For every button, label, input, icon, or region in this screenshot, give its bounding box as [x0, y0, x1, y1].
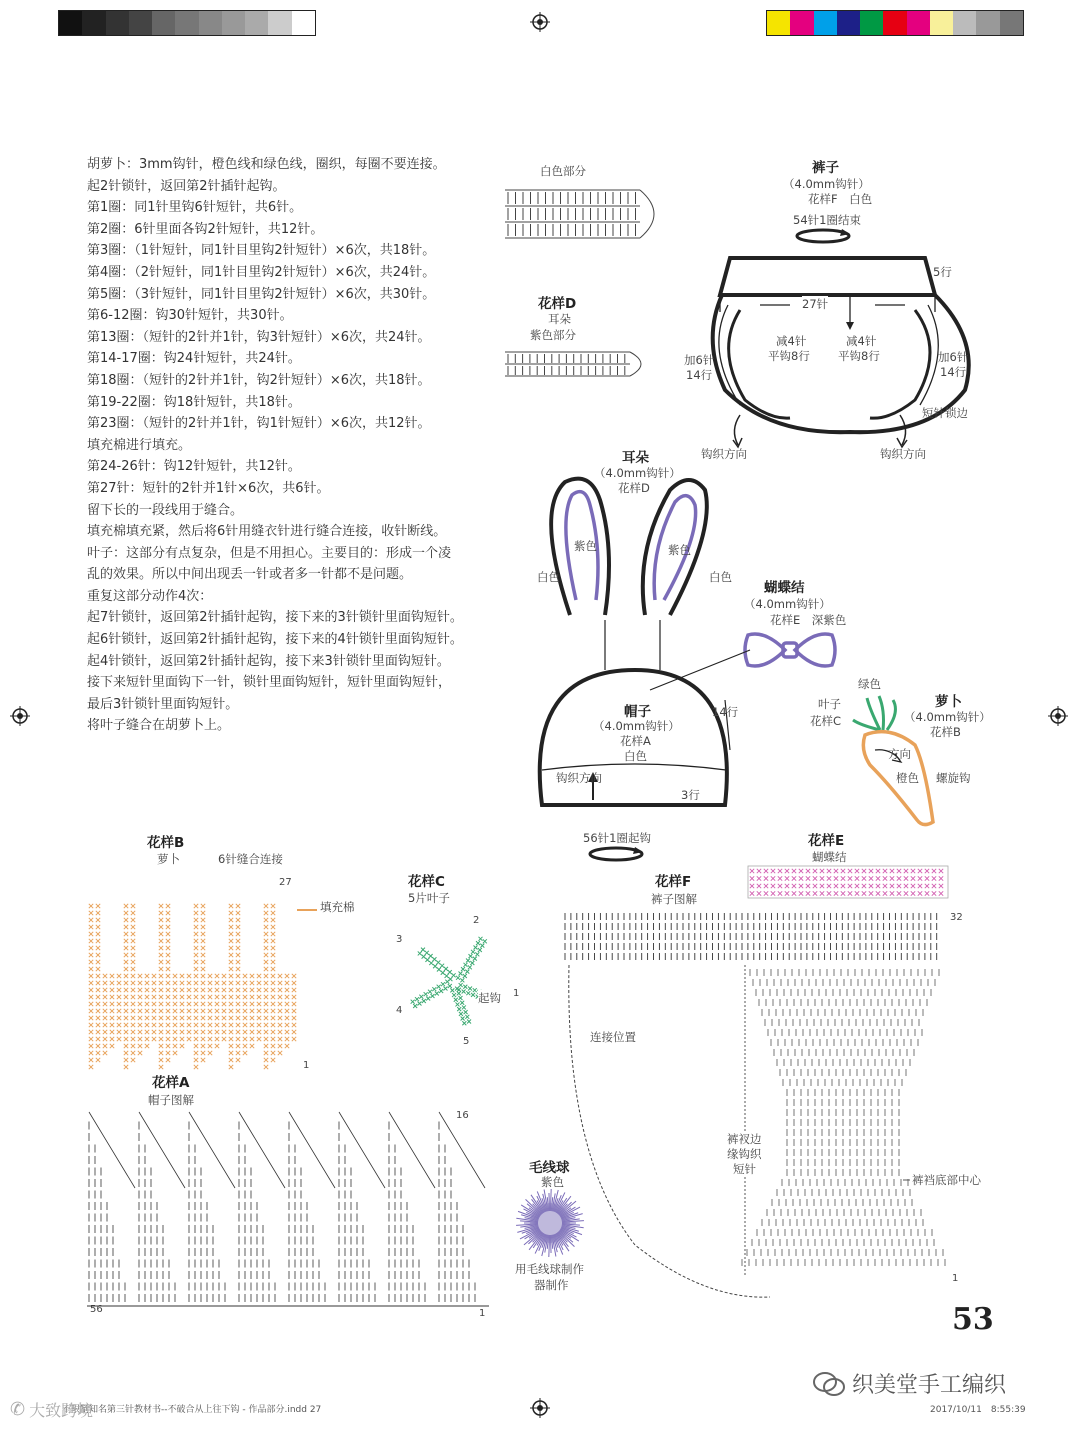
registration-mark-icon — [1048, 706, 1068, 726]
decrease-line — [339, 1112, 385, 1188]
pants-inc-l2: 14行 — [686, 368, 713, 382]
ears-purple-right: 紫色 — [668, 543, 691, 557]
instruction-line: 第13圈：（短针的2针并1针，钩3针短针）×6次，共24针。 — [87, 329, 431, 345]
hat-dir: 钩织方向 — [556, 771, 602, 785]
instruction-line: 第4圈：（2针短针，同1针目里钩2针短针）×6次，共24针。 — [87, 264, 436, 280]
bow-pattern: 花样E 深紫色 — [770, 613, 847, 627]
instruction-line: 起2针锁针，返回第2针插针起钩。 — [87, 178, 286, 194]
ears-title: 耳朵 — [622, 450, 649, 466]
pants-inc-l1: 加6针 — [684, 353, 715, 367]
pattern-f-join: 连接位置 — [590, 1030, 636, 1044]
instruction-line: 第18圈：（短针的2针并1针，钩2针短针）×6次，共18针。 — [87, 372, 431, 388]
pattern-f-edge2: 缘钩织 — [727, 1147, 762, 1161]
carrot-hook: （4.0mm钩针） — [904, 710, 991, 724]
hat-title: 帽子 — [624, 704, 651, 720]
pattern-c-chart — [380, 905, 530, 1055]
watermark — [812, 1368, 1006, 1399]
footer-logo — [10, 1398, 93, 1421]
footer-logo-text: 大致跨境 — [29, 1401, 94, 1420]
instruction-line: 起7针锁针，返回第2针插针起钩，接下来的3针锁针里面钩短针。 — [87, 610, 463, 626]
instruction-line: 起4针锁针，返回第2针插针起钩，接下来3针锁针里面钩短针。 — [87, 653, 450, 669]
pattern-f-row-top: 32 — [950, 912, 963, 923]
pattern-d-chart — [500, 342, 660, 386]
pattern-e-chart — [742, 862, 954, 902]
ears-hook: （4.0mm钩针） — [594, 466, 681, 480]
decrease-line — [239, 1112, 285, 1188]
pattern-c-start: 起钩 — [478, 991, 501, 1005]
instruction-line: 叶子：这部分有点复杂，但是不用担心。主要目的：形成一个凌 — [87, 545, 452, 561]
instruction-line: 第6-12圈：钩30针短针，共30针。 — [87, 308, 293, 324]
pattern-c-n3: 3 — [396, 934, 403, 945]
pants-hook: （4.0mm钩针） — [783, 177, 870, 191]
pattern-c-n4: 4 — [396, 1005, 403, 1016]
instruction-line: 第27针：短针的2针并1针×6次，共6针。 — [87, 480, 330, 496]
pants-pattern: 花样F 白色 — [808, 192, 873, 206]
pattern-c-sub: 5片叶子 — [408, 891, 450, 905]
pattern-d-sub1: 耳朵 — [548, 312, 571, 326]
carrot-orange: 橙色 — [896, 771, 919, 785]
pattern-a-row-top: 16 — [456, 1110, 469, 1121]
pattern-f-center: 裤裆底部中心 — [912, 1173, 981, 1187]
pants-dec-r1: 减4针 — [846, 334, 877, 348]
pattern-a-st: 56 — [90, 1304, 103, 1315]
pattern-d-sub2: 紫色部分 — [530, 328, 576, 342]
pants-inc-r1: 加6针 — [938, 350, 969, 364]
carrot-green: 绿色 — [858, 677, 881, 691]
hat-rows14: 14行 — [712, 705, 739, 719]
carrot-spiral: 螺旋钩 — [936, 771, 971, 785]
pants-dec-l1: 减4针 — [776, 334, 807, 348]
pattern-a-sub: 帽子图解 — [148, 1093, 194, 1107]
ears-purple-left: 紫色 — [574, 539, 597, 553]
pattern-f-chart — [555, 905, 955, 1310]
pants-inc-r2: 14行 — [940, 365, 967, 379]
pattern-a-row-bot: 1 — [479, 1308, 486, 1319]
pattern-b-title: 花样B — [147, 835, 185, 851]
pattern-b-row-bot: 1 — [303, 1060, 310, 1071]
instruction-line: 留下长的一段线用于缝合。 — [87, 502, 244, 518]
pattern-f-sub: 裤子图解 — [651, 892, 697, 906]
pattern-f-title: 花样F — [655, 874, 692, 890]
pattern-e-sub: 蝴蝶结 — [812, 850, 847, 864]
instruction-text — [87, 154, 527, 737]
decrease-line — [89, 1112, 135, 1188]
page-number: 53 — [952, 1302, 994, 1337]
pattern-b-row-top: 27 — [279, 877, 292, 888]
bow-title: 蝴蝶结 — [764, 580, 805, 596]
instruction-line: 填充棉填充紧，然后将6针用缝衣针进行缝合连接，收针断线。 — [87, 524, 447, 540]
carrot-title: 萝卜 — [935, 694, 962, 710]
registration-mark-icon — [530, 1398, 550, 1418]
carrot-leaf2: 花样C — [810, 714, 842, 728]
instruction-line: 第24-26针：钩12针短针，共12针。 — [87, 459, 301, 475]
pattern-f-row-bot: 1 — [952, 1273, 959, 1284]
hat-hook: （4.0mm钩针） — [593, 719, 680, 733]
carrot-leaf1: 叶子 — [818, 697, 841, 711]
pants-st27: 27针 — [802, 297, 829, 311]
hat-pattern: 花样A — [620, 734, 651, 748]
pattern-c-n5: 5 — [463, 1036, 470, 1047]
pants-rows5: 5行 — [933, 265, 952, 279]
pattern-b-join: 6针缝合连接 — [218, 852, 283, 866]
ears-pattern: 花样D — [618, 481, 650, 495]
pants-dir-right: 钩织方向 — [880, 447, 926, 461]
footer-left: 不限制知名第三针教材书--不破合从上往下钩 - 作品部分.indd 27 — [62, 1405, 322, 1415]
pants-dir-left: 钩织方向 — [701, 447, 747, 461]
pattern-d-title: 花样D — [538, 296, 577, 312]
decrease-line — [439, 1112, 485, 1188]
wechat-icon — [812, 1370, 846, 1398]
grayscale-bar — [58, 10, 316, 36]
pattern-a-chart — [85, 1106, 495, 1311]
pompom-diagram — [512, 1188, 588, 1258]
ring-arrow-icon — [792, 226, 854, 246]
pompom-title: 毛线球 — [529, 1160, 570, 1176]
instruction-line: 第5圈：（3针短针，同1针目里钩2针短针）×6次，共30针。 — [87, 286, 436, 302]
pattern-c-title: 花样C — [408, 874, 445, 890]
instruction-line: 胡萝卜：3mm钩针，橙色线和绿色线，圈织，每圈不要连接。 — [87, 157, 446, 172]
instruction-line: 重复这部分动作4次： — [87, 588, 213, 604]
registration-mark-icon — [10, 706, 30, 726]
instruction-line: 接下来短针里面钩下一针，锁针里面钩短针，短针里面钩短针， — [87, 675, 452, 691]
pants-title: 裤子 — [812, 160, 839, 176]
instruction-line: 第3圈：（1针短针，同1针目里钩2针短针）×6次，共18针。 — [87, 243, 436, 259]
instruction-line: 第19-22圈：钩18针短针，共18针。 — [87, 394, 301, 410]
pompom-note2: 器制作 — [534, 1278, 569, 1292]
pompom-color: 紫色 — [541, 1175, 564, 1189]
instruction-line: 最后3针锁针里面钩短针。 — [87, 696, 239, 712]
pattern-b-chart — [85, 872, 330, 1072]
pattern-e-title: 花样E — [808, 833, 845, 849]
white-part-chart — [500, 182, 670, 252]
pattern-b-stuff: 填充棉 — [320, 900, 355, 914]
hat-ring: 56针1圈起钩 — [583, 831, 651, 845]
ring-arrow-icon — [585, 844, 647, 864]
instruction-line: 第1圈：同1针里钩6针短针，共6针。 — [87, 200, 303, 216]
pattern-c-n2: 2 — [473, 915, 480, 926]
hat-color: 白色 — [624, 749, 647, 763]
decrease-line — [189, 1112, 235, 1188]
pattern-a-title: 花样A — [152, 1075, 190, 1091]
ears-white-left: 白色 — [537, 570, 560, 584]
logo-icon: ✆ — [10, 1399, 26, 1420]
instruction-line: 第14-17圈：钩24针短针，共24针。 — [87, 351, 301, 367]
carrot-pattern: 花样B — [930, 725, 961, 739]
pattern-b-sub: 萝卜 — [157, 852, 180, 866]
pants-dec-l2: 平钩8行 — [768, 349, 810, 363]
instruction-line: 第23圈：（短针的2针并1针，钩1针短针）×6次，共12针。 — [87, 416, 431, 432]
pants-ring: 54针1圈结束 — [793, 213, 861, 227]
pattern-f-edge1: 裤衩边 — [727, 1132, 762, 1146]
instruction-line: 起6针锁针，返回第2针插针起钩，接下来的4针锁针里面钩短针。 — [87, 632, 463, 648]
decrease-line — [389, 1112, 435, 1188]
instruction-line: 第2圈：6针里面各钩2针短针，共12针。 — [87, 221, 324, 237]
pattern-c-n1: 1 — [513, 988, 520, 999]
ears-diagram — [540, 470, 740, 620]
instruction-line: 将叶子缝合在胡萝卜上。 — [87, 718, 231, 734]
instruction-line: 填充棉进行填充。 — [87, 437, 192, 453]
pants-edge: 短针锁边 — [922, 406, 968, 420]
footer-right: 2017/10/11 8:55:39 — [930, 1405, 1026, 1415]
registration-mark-icon — [530, 12, 550, 32]
pompom-note1: 用毛线球制作 — [515, 1262, 584, 1276]
pattern-f-edge3: 短针 — [733, 1162, 756, 1176]
instruction-line: 乱的效果。所以中间出现丢一针或者多一针都不是问题。 — [87, 567, 413, 583]
hat-rows3: 3行 — [681, 788, 700, 802]
bow-hook: （4.0mm钩针） — [744, 597, 831, 611]
color-bar — [766, 10, 1024, 36]
watermark-text: 织美堂手工编织 — [852, 1373, 1007, 1398]
decrease-line — [139, 1112, 185, 1188]
carrot-dir: 方向 — [888, 747, 911, 761]
decrease-line — [289, 1112, 335, 1188]
pants-dec-r2: 平钩8行 — [838, 349, 880, 363]
ears-white-right: 白色 — [709, 570, 732, 584]
white-part-label: 白色部分 — [540, 164, 586, 178]
